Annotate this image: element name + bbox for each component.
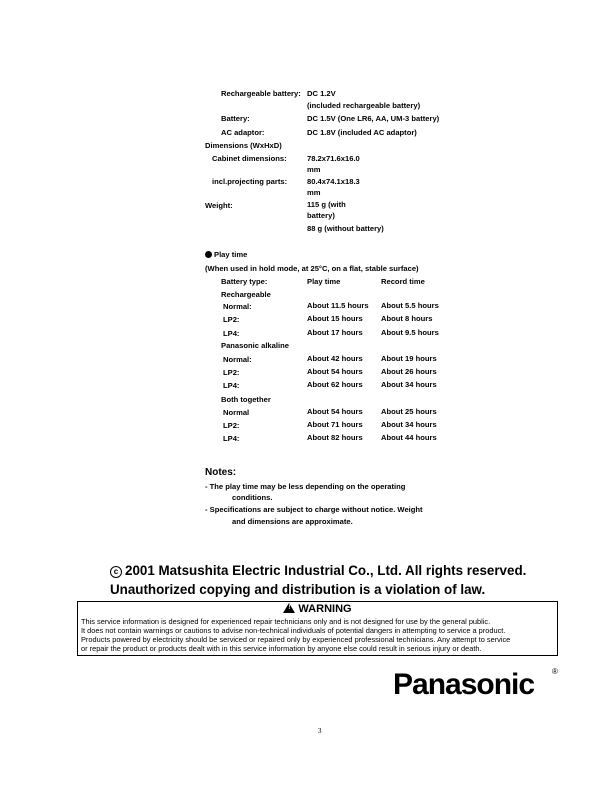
row-play: About 82 hours — [307, 433, 363, 442]
row-mode: Normal — [223, 408, 250, 417]
copyright-icon: c — [110, 566, 122, 578]
panasonic-logo: Panasonic — [393, 668, 535, 701]
row-record: About 26 hours — [381, 367, 437, 376]
notes-heading: Notes: — [205, 467, 237, 478]
dimensions-heading: Dimensions (WxHxD) — [205, 141, 282, 150]
warning-box — [77, 601, 558, 656]
group-both-together: Both together — [221, 395, 271, 404]
page-number: 3 — [318, 727, 322, 735]
registered-mark: ® — [552, 667, 558, 676]
note-1-cont: conditions. — [232, 493, 273, 502]
note-2-cont: and dimensions are approximate. — [232, 517, 353, 526]
cabinet-dimensions-label: Cabinet dimensions: — [212, 154, 287, 163]
playtime-heading — [205, 250, 247, 260]
note-2: - Specifications are subject to charge without notice. Weight — [205, 505, 423, 514]
spec-value-rechargeable: DC 1.2V — [307, 89, 336, 98]
row-record: About 19 hours — [381, 354, 437, 363]
warning-line-4: or repair the product or products dealt with in this service information by anyone else could result in serious injury or death. — [81, 644, 482, 653]
spec-value-battery: DC 1.5V (One LR6, AA, UM-3 battery) — [307, 114, 440, 123]
row-mode: LP4: — [223, 381, 240, 390]
col-header-battery-type: Battery type: — [221, 277, 268, 286]
row-record: About 8 hours — [381, 314, 433, 323]
row-play: About 17 hours — [307, 328, 363, 337]
row-record: About 34 hours — [381, 380, 437, 389]
copyright-line-2: Unauthorized copying and distribution is a violation of law. — [110, 582, 486, 597]
row-record: About 25 hours — [381, 407, 437, 416]
row-mode: Normal: — [223, 355, 252, 364]
cabinet-dimensions-unit: mm — [307, 165, 321, 174]
weight-label: Weight: — [205, 201, 233, 210]
weight-value-1: 115 g (with — [307, 200, 346, 209]
row-record: About 44 hours — [381, 433, 437, 442]
warning-triangle-icon: ! — [283, 603, 295, 613]
weight-value-2: battery) — [307, 211, 335, 220]
copyright-text: 2001 Matsushita Electric Industrial Co., Ltd. All rights reserved. — [125, 563, 527, 578]
spec-value-rechargeable-note: (included rechargeable battery) — [307, 101, 421, 110]
spec-label-battery: Battery: — [221, 114, 250, 123]
row-record: About 5.5 hours — [381, 301, 439, 310]
row-play: About 71 hours — [307, 420, 363, 429]
warning-title-text: WARNING — [298, 603, 352, 615]
row-record: About 34 hours — [381, 420, 437, 429]
row-record: About 9.5 hours — [381, 328, 439, 337]
projecting-parts-value: 80.4x74.1x18.3 — [307, 177, 360, 186]
row-mode: LP2: — [223, 421, 240, 430]
warning-line-3: Products powered by electricity should be serviced or repaired only by experienced professional technicians. Any attempt to service — [81, 635, 511, 644]
row-mode: Normal: — [223, 302, 252, 311]
copyright-line-1 — [110, 563, 526, 578]
spec-label-rechargeable: Rechargeable battery: — [221, 89, 301, 98]
row-mode: LP4: — [223, 329, 240, 338]
group-rechargeable: Rechargeable — [221, 290, 271, 299]
col-header-play-time: Play time — [307, 277, 341, 286]
row-mode: LP2: — [223, 315, 240, 324]
row-play: About 11.5 hours — [307, 301, 369, 310]
playtime-condition: (When used in hold mode, at 25°C, on a flat, stable surface) — [205, 264, 419, 273]
note-1: - The play time may be less depending on the operating — [205, 482, 406, 491]
warning-title — [78, 603, 557, 615]
playtime-heading-text: Play time — [214, 250, 248, 259]
weight-value-3: 88 g (without battery) — [307, 224, 384, 233]
row-play: About 54 hours — [307, 407, 363, 416]
projecting-parts-label: incl.projecting parts: — [212, 177, 288, 186]
projecting-parts-unit: mm — [307, 188, 321, 197]
cabinet-dimensions-value: 78.2x71.6x16.0 — [307, 154, 360, 163]
col-header-record-time: Record time — [381, 277, 425, 286]
spec-label-ac-adaptor: AC adaptor: — [221, 128, 265, 137]
row-play: About 54 hours — [307, 367, 363, 376]
group-panasonic-alkaline: Panasonic alkaline — [221, 341, 289, 350]
row-play: About 42 hours — [307, 354, 363, 363]
row-play: About 15 hours — [307, 314, 363, 323]
row-mode: LP2: — [223, 368, 240, 377]
bullet-icon — [205, 251, 212, 258]
row-mode: LP4: — [223, 434, 240, 443]
row-play: About 62 hours — [307, 380, 363, 389]
warning-line-2: It does not contain warnings or cautions to advise non-technical individuals of potential dangers in attempting to service a product. — [81, 626, 506, 635]
spec-value-ac-adaptor: DC 1.8V (included AC adaptor) — [307, 128, 417, 137]
warning-line-1: This service information is designed for experienced repair technicians only and is not designed for use by the general public. — [81, 617, 491, 626]
